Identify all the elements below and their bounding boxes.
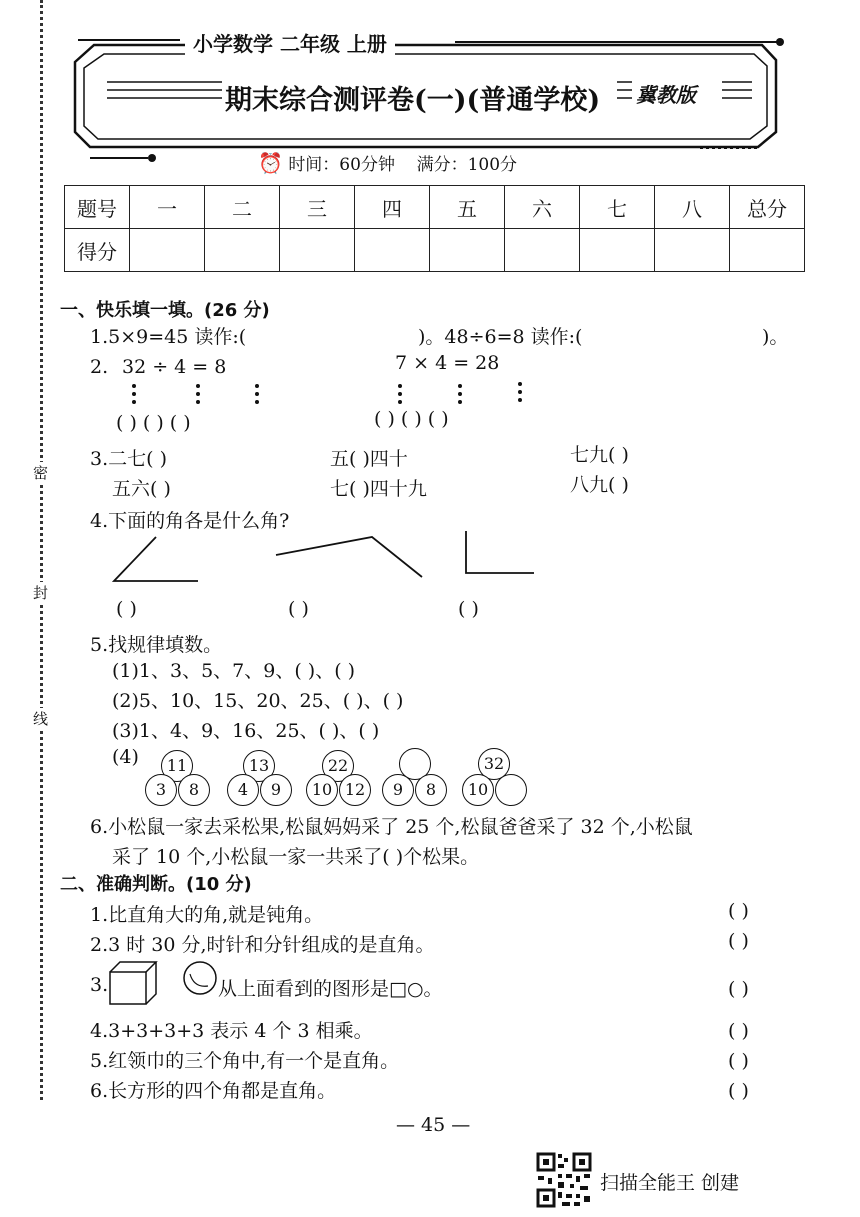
question-3: 七( )四十九 [330, 478, 427, 500]
dots-decoration [120, 380, 560, 410]
section-title: 一、快乐填一填。(26 分) [60, 300, 270, 321]
subject-label: 小学数学 二年级 上册 [185, 28, 395, 57]
sequence-line: (2)5、10、15、20、25、( )、( ) [112, 690, 404, 712]
score-cell[interactable] [355, 229, 430, 272]
circle-top: 22 [322, 750, 354, 782]
table-cell: 五 [430, 186, 505, 229]
question-2b: 7 × 4 = 28 [395, 352, 500, 374]
score-cell[interactable] [430, 229, 505, 272]
page-number: — 45 — [396, 1114, 471, 1136]
circle-bottom: 4 [227, 774, 259, 806]
score-table [64, 185, 805, 272]
table-cell: 总分 [730, 186, 805, 229]
sequence-line: (3)1、4、9、16、25、( )、( ) [112, 720, 380, 742]
question-3: 3.二七( ) [90, 448, 167, 470]
circle-bottom: 10 [462, 774, 494, 806]
circle-top: 13 [243, 750, 275, 782]
time-info [258, 150, 517, 175]
circle-bottom-blank[interactable] [495, 774, 527, 806]
angle-figures [100, 525, 550, 585]
judge-item: 2.3 时 30 分,时针和分针组成的是直角。 [90, 934, 435, 956]
score-cell[interactable] [580, 229, 655, 272]
circle-bottom: 12 [339, 774, 371, 806]
question-1a: 1.5×9=45 读作:( [90, 326, 247, 348]
judge-blank[interactable]: ( ) [728, 978, 749, 1000]
question-4: 4.下面的角各是什么角? [90, 510, 290, 532]
question-3: 五六( ) [112, 478, 171, 500]
table-cell: 三 [280, 186, 355, 229]
question-3: 八九( ) [570, 474, 629, 496]
question-2a: 32 ÷ 4 = 8 [122, 356, 227, 378]
question-1b: )。48÷6=8 读作:( [418, 326, 583, 348]
qr-code-icon [536, 1152, 592, 1208]
score-cell[interactable] [130, 229, 205, 272]
question-3: 五( )四十 [330, 448, 408, 470]
edition-label: 冀教版 [636, 83, 696, 107]
clock-icon: ⏰ [258, 151, 283, 175]
circle-bottom: 9 [260, 774, 292, 806]
time-label: 时间：60分钟 [288, 155, 395, 175]
circle-bottom: 10 [306, 774, 338, 806]
question-5: 5.找规律填数。 [90, 634, 223, 656]
circle-bottom: 8 [415, 774, 447, 806]
table-header: 得分 [65, 229, 130, 272]
judge-item: 4.3+3+3+3 表示 4 个 3 相乘。 [90, 1020, 373, 1042]
page-title: 期末综合测评卷(一)(普通学校) [225, 85, 601, 116]
binding-char: 线 [33, 710, 49, 728]
table-cell: 二 [205, 186, 280, 229]
question-3: 七九( ) [570, 444, 629, 466]
circle-bottom: 9 [382, 774, 414, 806]
score-cell[interactable] [505, 229, 580, 272]
judge-blank[interactable]: ( ) [728, 1050, 749, 1072]
answer-blank[interactable]: ( ) [116, 598, 137, 620]
judge-blank[interactable]: ( ) [728, 1080, 749, 1102]
table-row [65, 186, 805, 229]
question-1c: )。 [762, 326, 789, 348]
table-cell: 一 [130, 186, 205, 229]
answer-blanks[interactable]: ( ) ( ) ( ) [116, 412, 191, 434]
circle-top: 11 [161, 750, 193, 782]
answer-blank[interactable]: ( ) [288, 598, 309, 620]
binding-char: 密 [33, 464, 49, 482]
scanner-watermark: 扫描全能王 创建 [600, 1172, 740, 1194]
judge-blank[interactable]: ( ) [728, 930, 749, 952]
circle-bottom: 3 [145, 774, 177, 806]
cube-sphere-figure [104, 958, 222, 1008]
judge-item-label: 3. [90, 974, 109, 996]
table-cell: 八 [655, 186, 730, 229]
section-title: 二、准确判断。(10 分) [60, 874, 252, 895]
sequence-line: (1)1、3、5、7、9、( )、( ) [112, 660, 356, 682]
judge-blank[interactable]: ( ) [728, 1020, 749, 1042]
table-header: 题号 [65, 186, 130, 229]
judge-item: 6.长方形的四个角都是直角。 [90, 1080, 337, 1102]
score-cell[interactable] [655, 229, 730, 272]
score-cell[interactable] [730, 229, 805, 272]
score-cell[interactable] [280, 229, 355, 272]
sequence-label: (4) [112, 746, 139, 768]
question-6: 6.小松鼠一家去采松果,松鼠妈妈采了 25 个,松鼠爸爸采了 32 个,小松鼠 [90, 816, 693, 838]
answer-blank[interactable]: ( ) [458, 598, 479, 620]
table-cell: 四 [355, 186, 430, 229]
question-6: 采了 10 个,小松鼠一家一共采了( )个松果。 [112, 846, 480, 868]
table-row [65, 229, 805, 272]
binding-char: 封 [33, 584, 49, 602]
full-score-label: 满分：100分 [416, 155, 518, 175]
judge-item: 1.比直角大的角,就是钝角。 [90, 904, 324, 926]
answer-blanks[interactable]: ( ) ( ) ( ) [374, 408, 449, 430]
circle-top: 32 [478, 748, 510, 780]
binding-line [40, 0, 43, 1100]
score-cell[interactable] [205, 229, 280, 272]
circle-bottom: 8 [178, 774, 210, 806]
question-2-label: 2. [90, 356, 109, 378]
table-cell: 七 [580, 186, 655, 229]
judge-blank[interactable]: ( ) [728, 900, 749, 922]
table-cell: 六 [505, 186, 580, 229]
judge-item: 5.红领巾的三个角中,有一个是直角。 [90, 1050, 400, 1072]
judge-item: 从上面看到的图形是□○。 [218, 978, 443, 1000]
